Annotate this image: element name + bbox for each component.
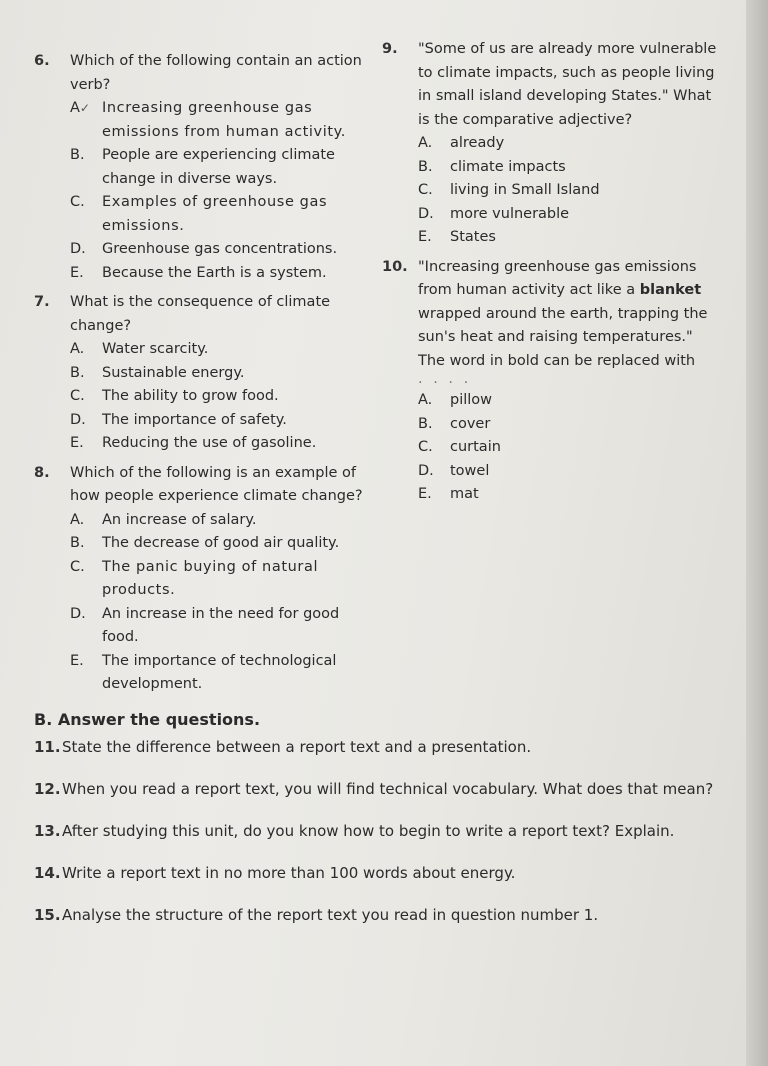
option-b (418, 156, 717, 180)
question-text: When you read a report text, you will find technical vocabulary. What does that mean? (62, 780, 714, 798)
option-c (418, 179, 717, 203)
option-text: curtain (450, 439, 501, 455)
option-text: cover (450, 415, 491, 432)
options-8 (70, 509, 370, 697)
option-letter: D. (418, 205, 434, 222)
option-e (70, 262, 370, 286)
question-13 (34, 819, 734, 843)
option-letter: E. (418, 486, 432, 502)
option-b (418, 413, 717, 437)
answer-blank: . . . . (418, 371, 472, 387)
option-text: living in Small Island (450, 182, 600, 198)
question-text: Which of the following is an example of how people experience climate change? (70, 464, 363, 504)
option-letter: D. (70, 411, 86, 428)
option-letter: B. (70, 147, 85, 163)
option-text: mat (450, 486, 479, 502)
question-text (418, 256, 717, 374)
option-letter: E. (70, 435, 84, 451)
question-15 (34, 903, 734, 927)
option-letter: B. (418, 158, 433, 175)
option-text: Because the Earth is a system. (102, 264, 327, 281)
question-number: 13. (34, 822, 61, 840)
option-letter: C. (418, 439, 433, 455)
option-letter: B. (70, 364, 85, 381)
question-text: After studying this unit, do you know how to begin to write a report text? Explain. (62, 822, 675, 840)
question-text: Which of the following contain an action verb? (70, 53, 362, 93)
question-9 (382, 38, 717, 132)
option-letter: E. (70, 652, 84, 669)
option-letter: D. (418, 462, 434, 479)
option-text: Reducing the use of gasoline. (102, 435, 317, 451)
option-a (418, 389, 717, 413)
option-text: Sustainable energy. (102, 364, 245, 381)
option-text: more vulnerable (450, 205, 570, 222)
option-e (418, 483, 717, 507)
question-number: 11. (34, 738, 61, 756)
option-a (418, 132, 717, 156)
check-mark: ✓ (79, 101, 90, 115)
option-letter: A. (70, 341, 85, 357)
question-number: 7. (34, 294, 50, 310)
option-text: States (450, 229, 496, 245)
page-edge (746, 0, 768, 1066)
option-d (70, 409, 370, 433)
option-a (70, 509, 370, 533)
option-text: The importance of technological development. (102, 652, 337, 692)
option-letter: C. (70, 558, 85, 575)
option-a (70, 97, 370, 144)
option-letter: C. (418, 182, 433, 198)
options-7 (70, 338, 370, 456)
option-letter: A✓ (70, 100, 90, 116)
option-d (70, 603, 370, 650)
question-text: What is the consequence of climate change? (70, 294, 331, 334)
option-letter: B. (418, 415, 433, 432)
option-d (418, 460, 717, 484)
options-10 (418, 389, 717, 507)
option-letter: C. (70, 388, 85, 404)
option-text: already (450, 135, 505, 151)
option-text: climate impacts (450, 158, 566, 175)
left-column (34, 50, 370, 697)
question-6 (34, 50, 370, 97)
question-text: "Some of us are already more vulnerable to climate impacts, such as people living in small island developing States." What is the comparative adjective? (418, 41, 717, 128)
section-heading: B. Answer the questions. (34, 710, 261, 729)
option-b (70, 144, 370, 191)
option-letter: C. (70, 194, 85, 210)
option-b (70, 532, 370, 556)
question-number: 6. (34, 53, 50, 69)
option-c (70, 385, 370, 409)
question-8 (34, 462, 370, 509)
question-text-before: "Increasing greenhouse gas emissions from human activity act like a (418, 258, 697, 298)
question-7 (34, 291, 370, 338)
question-number: 8. (34, 464, 50, 481)
option-text: The importance of safety. (102, 411, 287, 428)
option-text: The ability to grow food. (102, 388, 279, 404)
option-text: Increasing greenhouse gas emissions from human activity. (102, 100, 346, 140)
option-e (70, 432, 370, 456)
option-letter: A. (418, 392, 433, 408)
question-number: 9. (382, 41, 398, 57)
option-letter: A. (418, 135, 433, 151)
question-number: 14. (34, 864, 61, 882)
option-d (418, 203, 717, 227)
question-12 (34, 777, 734, 801)
question-number: 15. (34, 906, 61, 924)
option-text: Water scarcity. (102, 341, 209, 357)
option-letter: E. (418, 229, 432, 245)
option-d (70, 238, 370, 262)
options-6 (70, 97, 370, 285)
option-text: Greenhouse gas concentrations. (102, 241, 338, 257)
question-text-after: wrapped around the earth, trapping the sun's heat and raising temperatures." The word in bold can be replaced with (418, 305, 708, 369)
options-9 (418, 132, 717, 250)
option-text: People are experiencing climate change in diverse ways. (102, 147, 335, 187)
question-11 (34, 735, 734, 759)
option-letter: A. (70, 511, 85, 528)
option-e (418, 226, 717, 250)
option-letter: E. (70, 264, 84, 281)
option-text: pillow (450, 392, 493, 408)
option-text: An increase of salary. (102, 511, 257, 528)
question-text: State the difference between a report text and a presentation. (62, 738, 532, 756)
option-c (418, 436, 717, 460)
option-c (70, 556, 370, 603)
option-c (70, 191, 370, 238)
option-a (70, 338, 370, 362)
option-letter: D. (70, 241, 86, 257)
option-text: The decrease of good air quality. (102, 535, 340, 551)
option-text: The panic buying of natural products. (102, 558, 319, 598)
option-letter: B. (70, 535, 85, 551)
question-number: 10. (382, 258, 408, 275)
option-text: towel (450, 462, 490, 479)
question-text: Write a report text in no more than 100 words about energy. (62, 864, 516, 882)
bold-word: blanket (639, 282, 702, 298)
question-text: Analyse the structure of the report text you read in question number 1. (62, 906, 599, 924)
question-number: 12. (34, 780, 61, 798)
option-e (70, 650, 370, 697)
question-10 (382, 256, 717, 374)
right-column (382, 38, 717, 507)
option-b (70, 362, 370, 386)
option-text: Examples of greenhouse gas emissions. (102, 194, 328, 234)
option-text: An increase in the need for good food. (102, 605, 340, 645)
section-b (34, 710, 734, 945)
question-14 (34, 861, 734, 885)
option-letter: D. (70, 605, 86, 622)
